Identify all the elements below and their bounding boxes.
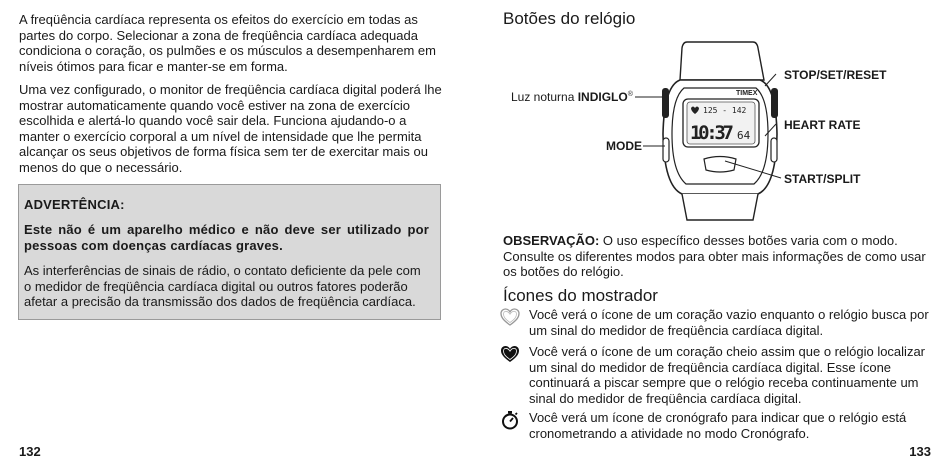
observation-paragraph: OBSERVAÇÃO: O uso específico desses botões varia com o modo. Consulte os diferentes modos para obter mais informações de como usar os botões do relógio. bbox=[503, 233, 926, 280]
warning-bold-text: Este não é um aparelho médico e não deve ser utilizado por pessoas com doenças cardíacas graves. bbox=[24, 222, 429, 253]
page-number-left: 132 bbox=[19, 444, 41, 459]
icons-heading: Ícones do mostrador bbox=[503, 286, 658, 305]
stopwatch-icon bbox=[499, 410, 521, 430]
label-heart-rate: HEART RATE bbox=[784, 118, 861, 132]
buttons-heading: Botões do relógio bbox=[503, 9, 636, 28]
heart-filled-icon bbox=[499, 344, 521, 364]
label-mode: MODE bbox=[606, 139, 642, 153]
page-number-right: 133 bbox=[909, 444, 931, 459]
label-indiglo: Luz noturna INDIGLO® bbox=[511, 90, 633, 104]
icon-item-stopwatch bbox=[499, 410, 929, 441]
warning-title: ADVERTÊNCIA: bbox=[24, 197, 125, 212]
label-stop-set-reset: STOP/SET/RESET bbox=[784, 68, 887, 82]
icon-item-empty-heart bbox=[499, 307, 929, 338]
display-main-readout: 10:37 bbox=[690, 122, 734, 144]
warning-box bbox=[18, 184, 441, 320]
label-start-split: START/SPLIT bbox=[784, 172, 861, 186]
heart-outline-icon bbox=[499, 307, 521, 327]
paragraph-monitor-config: Uma vez configurado, o monitor de freqüência cardíaca digital poderá lhe mostrar automaticamente quando você estiver na zona de exercício escolhida e alertá-lo quando você sair dela. Funciona ajudando-o a manter o exercício corporal a um nível de intensidade que lhe permita alcançar os seus objetivos de forma física sem ter de exercitar mais ou menos do que o necessário. bbox=[19, 82, 442, 175]
paragraph-heart-rate-intro: A freqüência cardíaca representa os efeitos do exercício em todas as partes do corpo. Selecionar a zona de freqüência cardíaca adequada condiciona o coração, os pulmões e os músculos a desempenharem em níveis ótimos para ficar e manter-se em forma. bbox=[19, 12, 436, 74]
display-top-readout: 125 - 142 bbox=[703, 106, 747, 115]
icon-item-text: Você verá o ícone de um coração cheio assim que o relógio localizar um sinal do medidor de freqüência cardíaca digital. Esse ícone continuará a piscar sempre que o relógio receba continuamente um sinal do medidor de freqüência cardíaca digital. bbox=[529, 344, 925, 406]
warning-text: As interferências de sinais de rádio, o contato deficiente da pele com o medidor de freqüência cardíaca digital ou outros fatores poderão afetar a precisão da transmissão dos dados de freqüência cardíaca. bbox=[24, 263, 421, 310]
right-page bbox=[475, 0, 950, 467]
icon-item-text: Você verá o ícone de um coração vazio enquanto o relógio busca por um sinal do medidor de freqüência cardíaca digital. bbox=[529, 307, 929, 338]
display-seconds-readout: 64 bbox=[737, 129, 751, 142]
watch-brand: TIMEX bbox=[736, 90, 758, 97]
icon-item-text: Você verá um ícone de cronógrafo para indicar que o relógio está cronometrando a atividade no modo Cronógrafo. bbox=[529, 410, 907, 441]
icon-item-filled-heart bbox=[499, 344, 929, 406]
